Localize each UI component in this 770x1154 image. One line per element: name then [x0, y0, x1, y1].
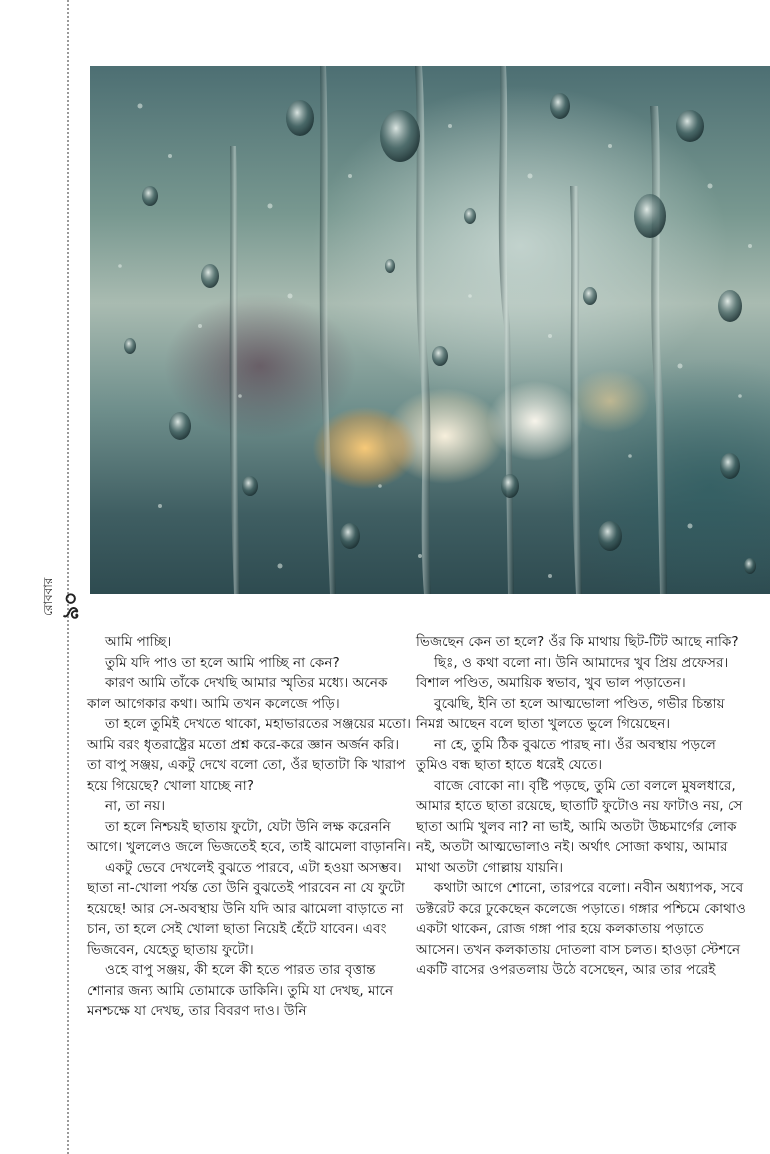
page-number: ৯০ — [59, 591, 84, 620]
paragraph: ওহে বাপু সঞ্জয়, কী হলে কী হতে পারত তার বৃত্তান্ত শোনার জন্য আমি তোমাকে ডাকিনি। তুমি যা দেখছ, মানে মনশ্চক্ষে যা দেখছ, তার বিবরণ দাও। উনি — [87, 962, 394, 1019]
paragraph: কারণ আমি তাঁকে দেখছি আমার স্মৃতির মধ্যে। অনেক কাল আগেকার কথা। আমি তখন কলেজে পড়ি। — [87, 675, 388, 712]
paragraph: বুঝেছি, ইনি তা হলে আত্মভোলা পণ্ডিত, গভীর চিন্তায় নিমগ্ন আছেন বলে ছাতা খুলতে ভুলে গিয়েছেন। — [416, 695, 725, 732]
page-side-label — [34, 572, 84, 622]
paragraph-continued: ভিজছেন কেন তা হলে? ওঁর কি মাথায় ছিট-টিট আছে নাকি? — [416, 634, 739, 650]
paragraph: তা হলে তুমিই দেখতে থাকো, মহাভারতের সঞ্জয়ের মতো। আমি বরং ধৃতরাষ্ট্রের মতো প্রশ্ন করে-করে জ্ঞান অর্জন করি। তা বাপু সঞ্জয়, একটু দেখে বলো তো, ওঁর ছাতাটা কি খারাপ হয়ে গিয়েছে? খোলা যাচ্ছে না? — [87, 716, 411, 794]
magazine-name: রোববার — [41, 577, 55, 616]
paragraph: না, তা নয়। — [105, 798, 166, 814]
paragraph: আমি পাচ্ছি। — [105, 634, 172, 650]
paragraph: বাজে বোকো না। বৃষ্টি পড়ছে, তুমি তো বললে মুষলধারে, আমার হাতে ছাতা রয়েছে, ছাতাটি ফুটোও নয় ফাটাও নয়, সে ছাতা আমি খুলব না? না ভাই, আমি অতটা উচ্চমার্গের লোক নই, অতটা আত্মভোলাও নই। অর্থাৎ সোজা কথায়, আমার মাথা অতটা গোল্লায় যায়নি। — [416, 777, 743, 876]
paragraph: একটু ভেবে দেখলেই বুঝতে পারবে, এটা হওয়া অসম্ভব। ছাতা না-খোলা পর্যন্ত তো উনি বুঝতেই পারবেন না যে ফুটো হয়েছে! আর সে-অবস্থায় উনি যদি আর ঝামেলা বাড়াতে না চান, তা হলে সেই খোলা ছাতা নিয়েই হেঁটে যাবেন। এবং ভিজবেন, যেহেতু ছাতায় ফুটো। — [87, 859, 405, 958]
paragraph: ছিঃ, ও কথা বলো না। উনি আমাদের খুব প্রিয় প্রফেসর। বিশাল পণ্ডিত, অমায়িক স্বভাব, খুব ভাল পড়াতেন। — [416, 654, 729, 691]
paragraph: তা হলে নিশ্চয়ই ছাতায় ফুটো, যেটা উনি লক্ষ করেননি আগে। খুললেও জলে ভিজতেই হবে, তাই ঝামেলা বাড়াননি। — [87, 818, 411, 855]
paragraph: না হে, তুমি ঠিক বুঝতে পারছ না। ওঁর অবস্থায় পড়লে তুমিও বন্ধ ছাতা হাতে ধরেই যেতে। — [416, 736, 716, 773]
raindrops-overlay — [90, 66, 770, 594]
hero-rain-photo — [90, 66, 770, 594]
paragraph: কথাটা আগে শোনো, তারপরে বলো। নবীন অধ্যাপক, সবে ডক্টরেট করে ঢুকেছেন কলেজে পড়াতে। গঙ্গার পশ্চিমে কোথাও একটা থাকেন, রোজ গঙ্গা পার হয়ে কলকাতায় পড়াতে আসেন। তখন কলকাতায় দোতলা বাস চলত। হাওড়া স্টেশনে একটি বাসের ওপরতলায় উঠে বসেছেন, আর তার পরেই — [416, 880, 746, 978]
article-left-column — [87, 632, 412, 1022]
article-right-column — [416, 632, 746, 981]
paragraph: তুমি যদি পাও তা হলে আমি পাচ্ছি না কেন? — [105, 654, 340, 671]
